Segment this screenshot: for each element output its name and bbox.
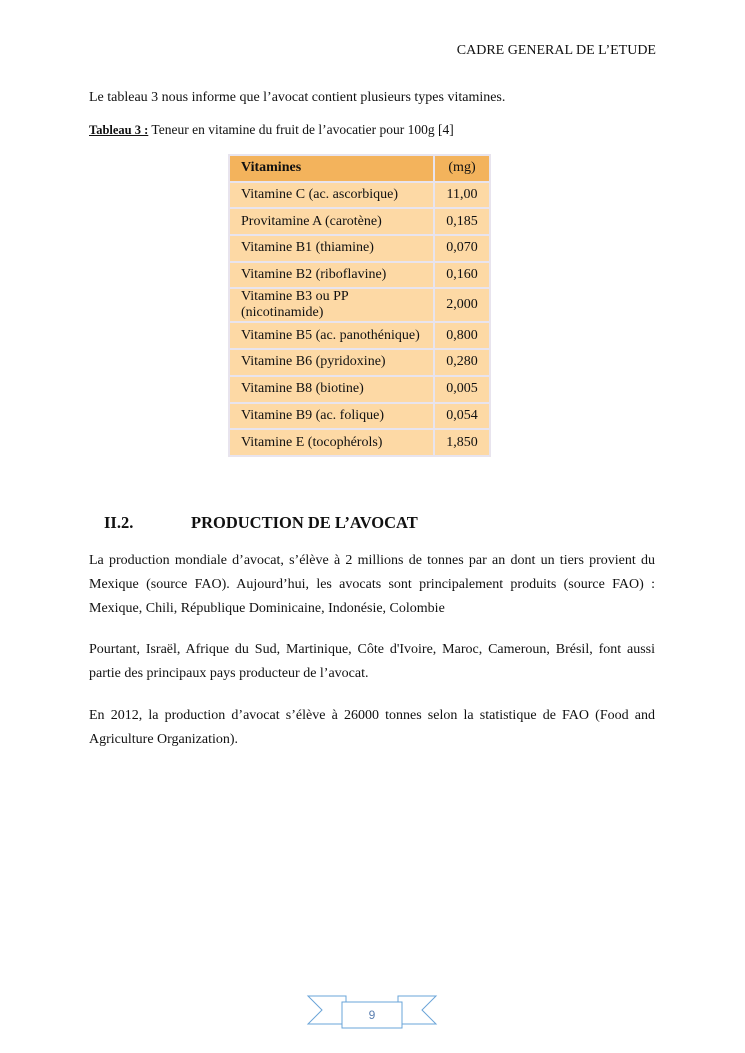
intro-text: Le tableau 3 nous informe que l’avocat contient plusieurs types vitamines. bbox=[89, 90, 506, 105]
vitamin-name: Vitamine B1 (thiamine) bbox=[229, 235, 434, 262]
table-row bbox=[229, 235, 490, 262]
table-caption: Tableau 3 : Teneur en vitamine du fruit de l’avocatier pour 100g [4] bbox=[89, 122, 454, 137]
header-cell: Vitamines bbox=[229, 155, 434, 182]
vitamin-value: 0,800 bbox=[434, 322, 490, 349]
vitamin-name: Vitamine C (ac. ascorbique) bbox=[229, 182, 434, 209]
document-page: CADRE GENERAL DE L’ETUDE Le tableau 3 nous informe que l’avocat contient plusieurs types vitamines. Tableau 3 : Teneur en vitamine du fruit de l’avocatier pour 100g [4] Vitamines (mg) Vitamine C (ac. ascorbique) 11,00 Provitamine A (carotène) 0,185 Vitamine B1 (thiamine) 0,070 Vitamine B2 (riboflavine) 0,160 Vitamine B3 ou PP (nicotinamide) 2,000 Vitamine B5 (ac. panothénique) 0,800 Vitamine B6 (pyridoxine) 0,280 Vitamine B8 (biotine) 0,005 Vitamine B9 (ac. folique) 0,054 Vitamine E (tocophérols) 1,850 II.2. PRODUCTION DE L’AVOCAT La production mondiale d’avocat, s’élève à 2 millions de tonnes par an dont un tiers provient du Mexique (source FAO). Aujourd’hui, les avocats sont principalement produits (source FAO) : Mexique, Chili, République Dominicaine, Indonésie, Colombie Pourtant, Israël, Afrique du Sud, Martinique, Côte d'Ivoire, Maroc, Cameroun, Brésil, font aussi partie des principaux pays producteur de l’avocat. En 2012, la production d’avocat s’élève à 26000 tonnes selon la statistique de FAO (Food and Agriculture Organization). 9 bbox=[0, 0, 745, 1053]
vitamin-value: 0,280 bbox=[434, 349, 490, 376]
vitamin-name: Provitamine A (carotène) bbox=[229, 208, 434, 235]
table-row bbox=[229, 182, 490, 209]
table-header-row bbox=[229, 155, 490, 182]
vitamin-table bbox=[228, 154, 491, 457]
table-row bbox=[229, 403, 490, 430]
vitamin-name: Vitamine B2 (riboflavine) bbox=[229, 262, 434, 289]
vitamin-name: Vitamine B3 ou PP (nicotinamide) bbox=[229, 288, 434, 322]
vitamin-value: 0,005 bbox=[434, 376, 490, 403]
table-row bbox=[229, 322, 490, 349]
vitamin-name: Vitamine B8 (biotine) bbox=[229, 376, 434, 403]
table-row bbox=[229, 429, 490, 456]
paragraph: Pourtant, Israël, Afrique du Sud, Martinique, Côte d'Ivoire, Maroc, Cameroun, Brésil, font aussi partie des principaux pays producteur de l’avocat. bbox=[89, 642, 655, 681]
page-number-ribbon bbox=[306, 994, 438, 1035]
table-row bbox=[229, 208, 490, 235]
paragraph: La production mondiale d’avocat, s’élève à 2 millions de tonnes par an dont un tiers provient du Mexique (source FAO). Aujourd’hui, les avocats sont principalement produits (source FAO) : Mexique, Chili, République Dominicaine, Indonésie, Colombie bbox=[89, 553, 655, 616]
vitamin-name: Vitamine B6 (pyridoxine) bbox=[229, 349, 434, 376]
paragraph: En 2012, la production d’avocat s’élève à 26000 tonnes selon la statistique de FAO (Food and Agriculture Organization). bbox=[89, 708, 655, 747]
vitamin-value: 0,160 bbox=[434, 262, 490, 289]
vitamin-name: Vitamine B5 (ac. panothénique) bbox=[229, 322, 434, 349]
table-row bbox=[229, 288, 490, 322]
running-header: CADRE GENERAL DE L’ETUDE bbox=[456, 43, 656, 58]
vitamin-value: 0,070 bbox=[434, 235, 490, 262]
page-number: 9 bbox=[368, 1008, 376, 1022]
table-row bbox=[229, 349, 490, 376]
vitamin-value: 11,00 bbox=[434, 182, 490, 209]
vitamin-value: 2,000 bbox=[434, 288, 490, 322]
table-row bbox=[229, 262, 490, 289]
vitamin-name: Vitamine E (tocophérols) bbox=[229, 429, 434, 456]
header-cell: (mg) bbox=[434, 155, 490, 182]
table-row bbox=[229, 376, 490, 403]
vitamin-value: 1,850 bbox=[434, 429, 490, 456]
vitamin-value: 0,185 bbox=[434, 208, 490, 235]
vitamin-name: Vitamine B9 (ac. folique) bbox=[229, 403, 434, 430]
vitamin-value: 0,054 bbox=[434, 403, 490, 430]
